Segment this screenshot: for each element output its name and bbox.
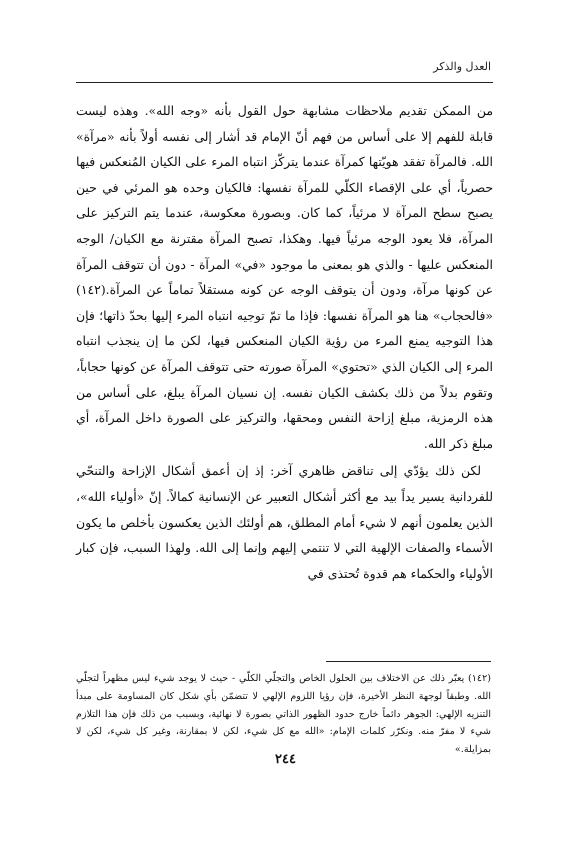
header-rule — [76, 82, 493, 83]
paragraph-1: من الممكن تقديم ملاحظات مشابهة حول القول بأنه «وجه الله». وهذه ليست قابلة للفهم إلا على أساس من فهم أنّ الإمام قد أشار إلى نفسه أولاً بأنه «مرآة» الله. فالمرآة تفقد هويّتها كمرآة عندما يتركّز انتباه المرء على الكيان المُنعكس فيها حصرياً، أي على الإقصاء الكلّي للمرآة نفسها: فالكيان وحده هو المرئي في حين يصبح سطح المرآة لا مرئياً، كما كان. وبصورة معكوسة، عندما يتم التركيز على المرآة، فلا يعود الوجه مرئياً فيها. وهكذا، تصبح المرآة مقترنة مع الكيان/ الوجه المنعكس عليها - والذي هو بمعنى ما موجود «في» المرآة - دون أن تتوقف المرآة عن كونها مرآة، ودون أن يتوقف الوجه عن كونه مستقلاً تماماً عن المرآة.(١٤٢) «فالحجاب» هنا هو المرآة نفسها: فإذا ما تمّ توجيه انتباه المرء إليها بحدّ ذاتها؛ فإن هذا التوجيه يمنع المرء من رؤية الكيان المنعكس فيها، لكن ما إن ينجذب انتباه المرء إلى الكيان الذي «تحتوي» المرآة صورته حتى تتوقف المرآة عن كونها حجاباً، وتقوم بدلاً من ذلك بكشف الكيان نفسه. إن نسيان المرآة يبلغ، على أساس من هذه الرمزية، مبلغ إزاحة النفس ومحقها، والتركيز على الصورة داخل المرآة، أي مبلغ ذكر الله. — [76, 103, 493, 451]
footnote: (١٤٢) يعبّر ذلك عن الاختلاف بين الحلول الخاص والتجلّي الكلّي - حيث لا يوجد شيء ليس مظهراً لتجلّي الله. وطبقاً لوجهة النظر الأخيرة، فإن رؤيا اللزوم الإلهي لا تتضمّن بأي شكل كان المساومة على مبدأ التنزيه الإلهي: الجوهر دائماً خارج حدود الظهور الذاتي بصورة لا نهائية، وبسبب من ذلك فإن هذا التلازم شيء لا مفرّ منه. ونكرّر كلمات الإمام: «الله مع كل شيء، لكن لا بمقارنة، وغير كل شيء، لكن لا بمزايلة.» — [76, 673, 491, 756]
paragraph-2: لكن ذلك يؤدّي إلى تناقض ظاهري آخر: إذ إن أعمق أشكال الإزاحة والتنحّي للفردانية يسير يداً بيد مع أكثر أشكال التعبير عن الإنسانية كمالاً. إنّ «أولياء الله»، الذين يعلمون أنهم لا شيء أمام المطلق، هم أولئك الذين يعكسون بأخلص ما يكون الأسماء والصفات الإلهية التي لا تنتمي إليهم وإنما إلى الله. ولهذا السبب، فإن كبار الأولياء والحكماء هم قدوة تُحتذى في — [76, 463, 493, 581]
main-text — [76, 98, 493, 586]
footnote-rule — [326, 661, 491, 662]
running-head: العدل والذكر — [433, 60, 491, 73]
page-number: ٢٤٤ — [275, 752, 296, 767]
